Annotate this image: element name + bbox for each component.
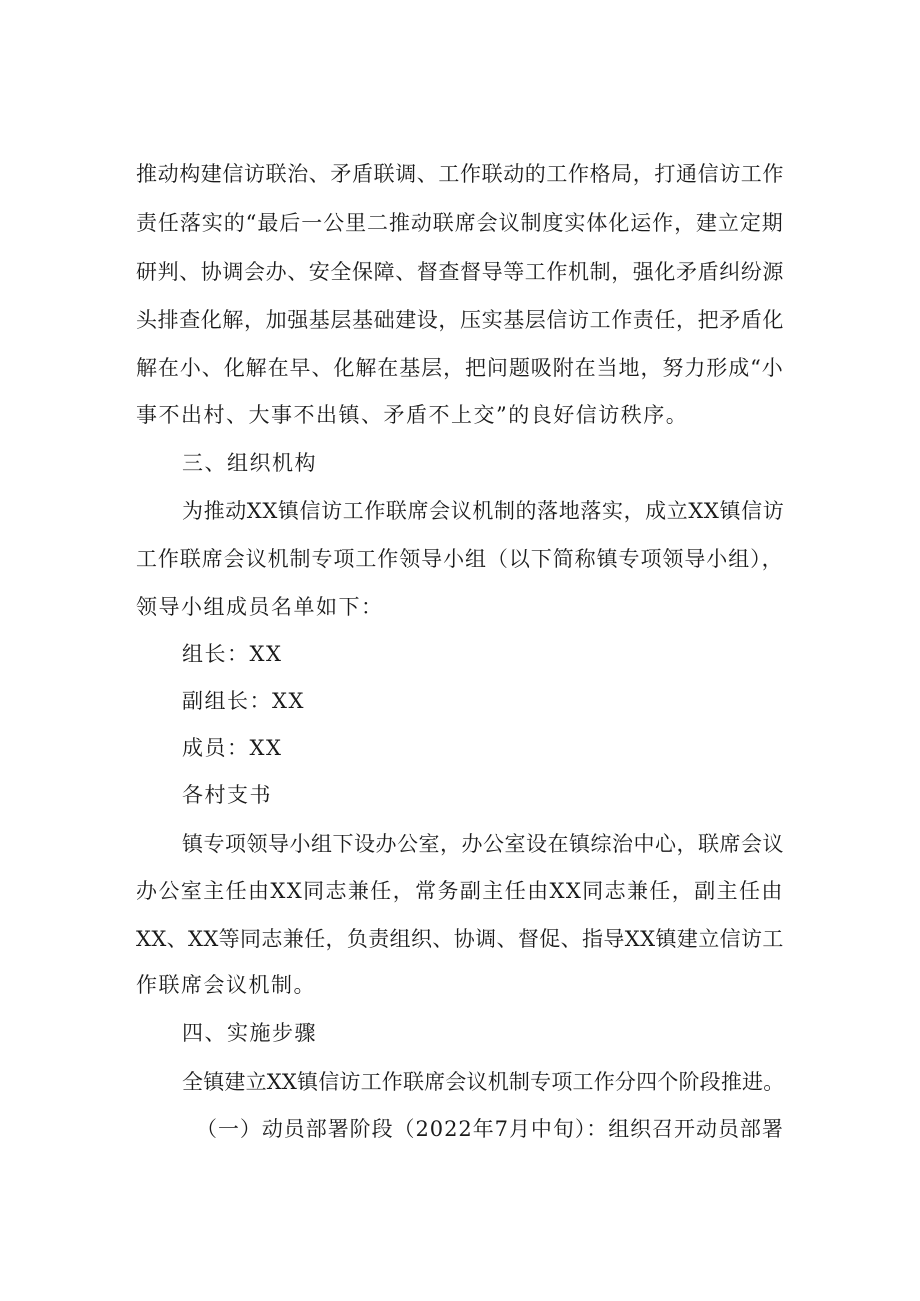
body-line: 镇专项领导小组下设办公室，办公室设在镇综治中心，联席会议 — [182, 832, 784, 856]
member-line: 组长：XX — [182, 642, 283, 666]
body-line: 事不出村、大事不出镇、矛盾不上交”的良好信访秩序。 — [136, 403, 689, 427]
body-line: 为推动XX镇信访工作联席会议机制的落地落实，成立XX镇信访 — [182, 499, 785, 523]
member-line: 副组长：XX — [182, 689, 305, 713]
body-line: 全镇建立XX镇信访工作联席会议机制专项工作分四个阶段推进。 — [182, 1070, 785, 1094]
section-heading: 三、组织机构 — [182, 451, 317, 475]
body-line: XX、XX等同志兼任，负责组织、协调、督促、指导XX镇建立信访工 — [136, 927, 784, 951]
member-line: 各村支书 — [182, 783, 272, 807]
body-line: 办公室主任由XX同志兼任，常务副主任由XX同志兼任，副主任由 — [136, 879, 784, 903]
body-line: 工作联席会议机制专项工作领导小组（以下简称镇专项领导小组）， — [136, 547, 784, 571]
body-line: 领导小组成员名单如下： — [136, 595, 384, 619]
section-heading: 四、实施步骤 — [182, 1021, 317, 1045]
body-line: 作联席会议机制。 — [136, 973, 316, 997]
body-line: 头排查化解，加强基层基础建设，压实基层信访工作责任，把矛盾化 — [136, 308, 784, 332]
body-line: （一）动员部署阶段（2022年7月中旬）：组织召开动员部署 — [196, 1117, 784, 1141]
body-line: 解在小、化解在早、化解在基层，把问题吸附在当地，努力形成“小 — [136, 356, 784, 380]
body-line: 推动构建信访联治、矛盾联调、工作联动的工作格局，打通信访工作 — [136, 162, 784, 186]
body-line: 研判、协调会办、安全保障、督查督导等工作机制，强化矛盾纠纷源 — [136, 260, 784, 284]
body-line: 责任落实的“最后一公里二推动联席会议制度实体化运作，建立定期 — [136, 211, 784, 235]
member-line: 成员：XX — [182, 736, 283, 760]
